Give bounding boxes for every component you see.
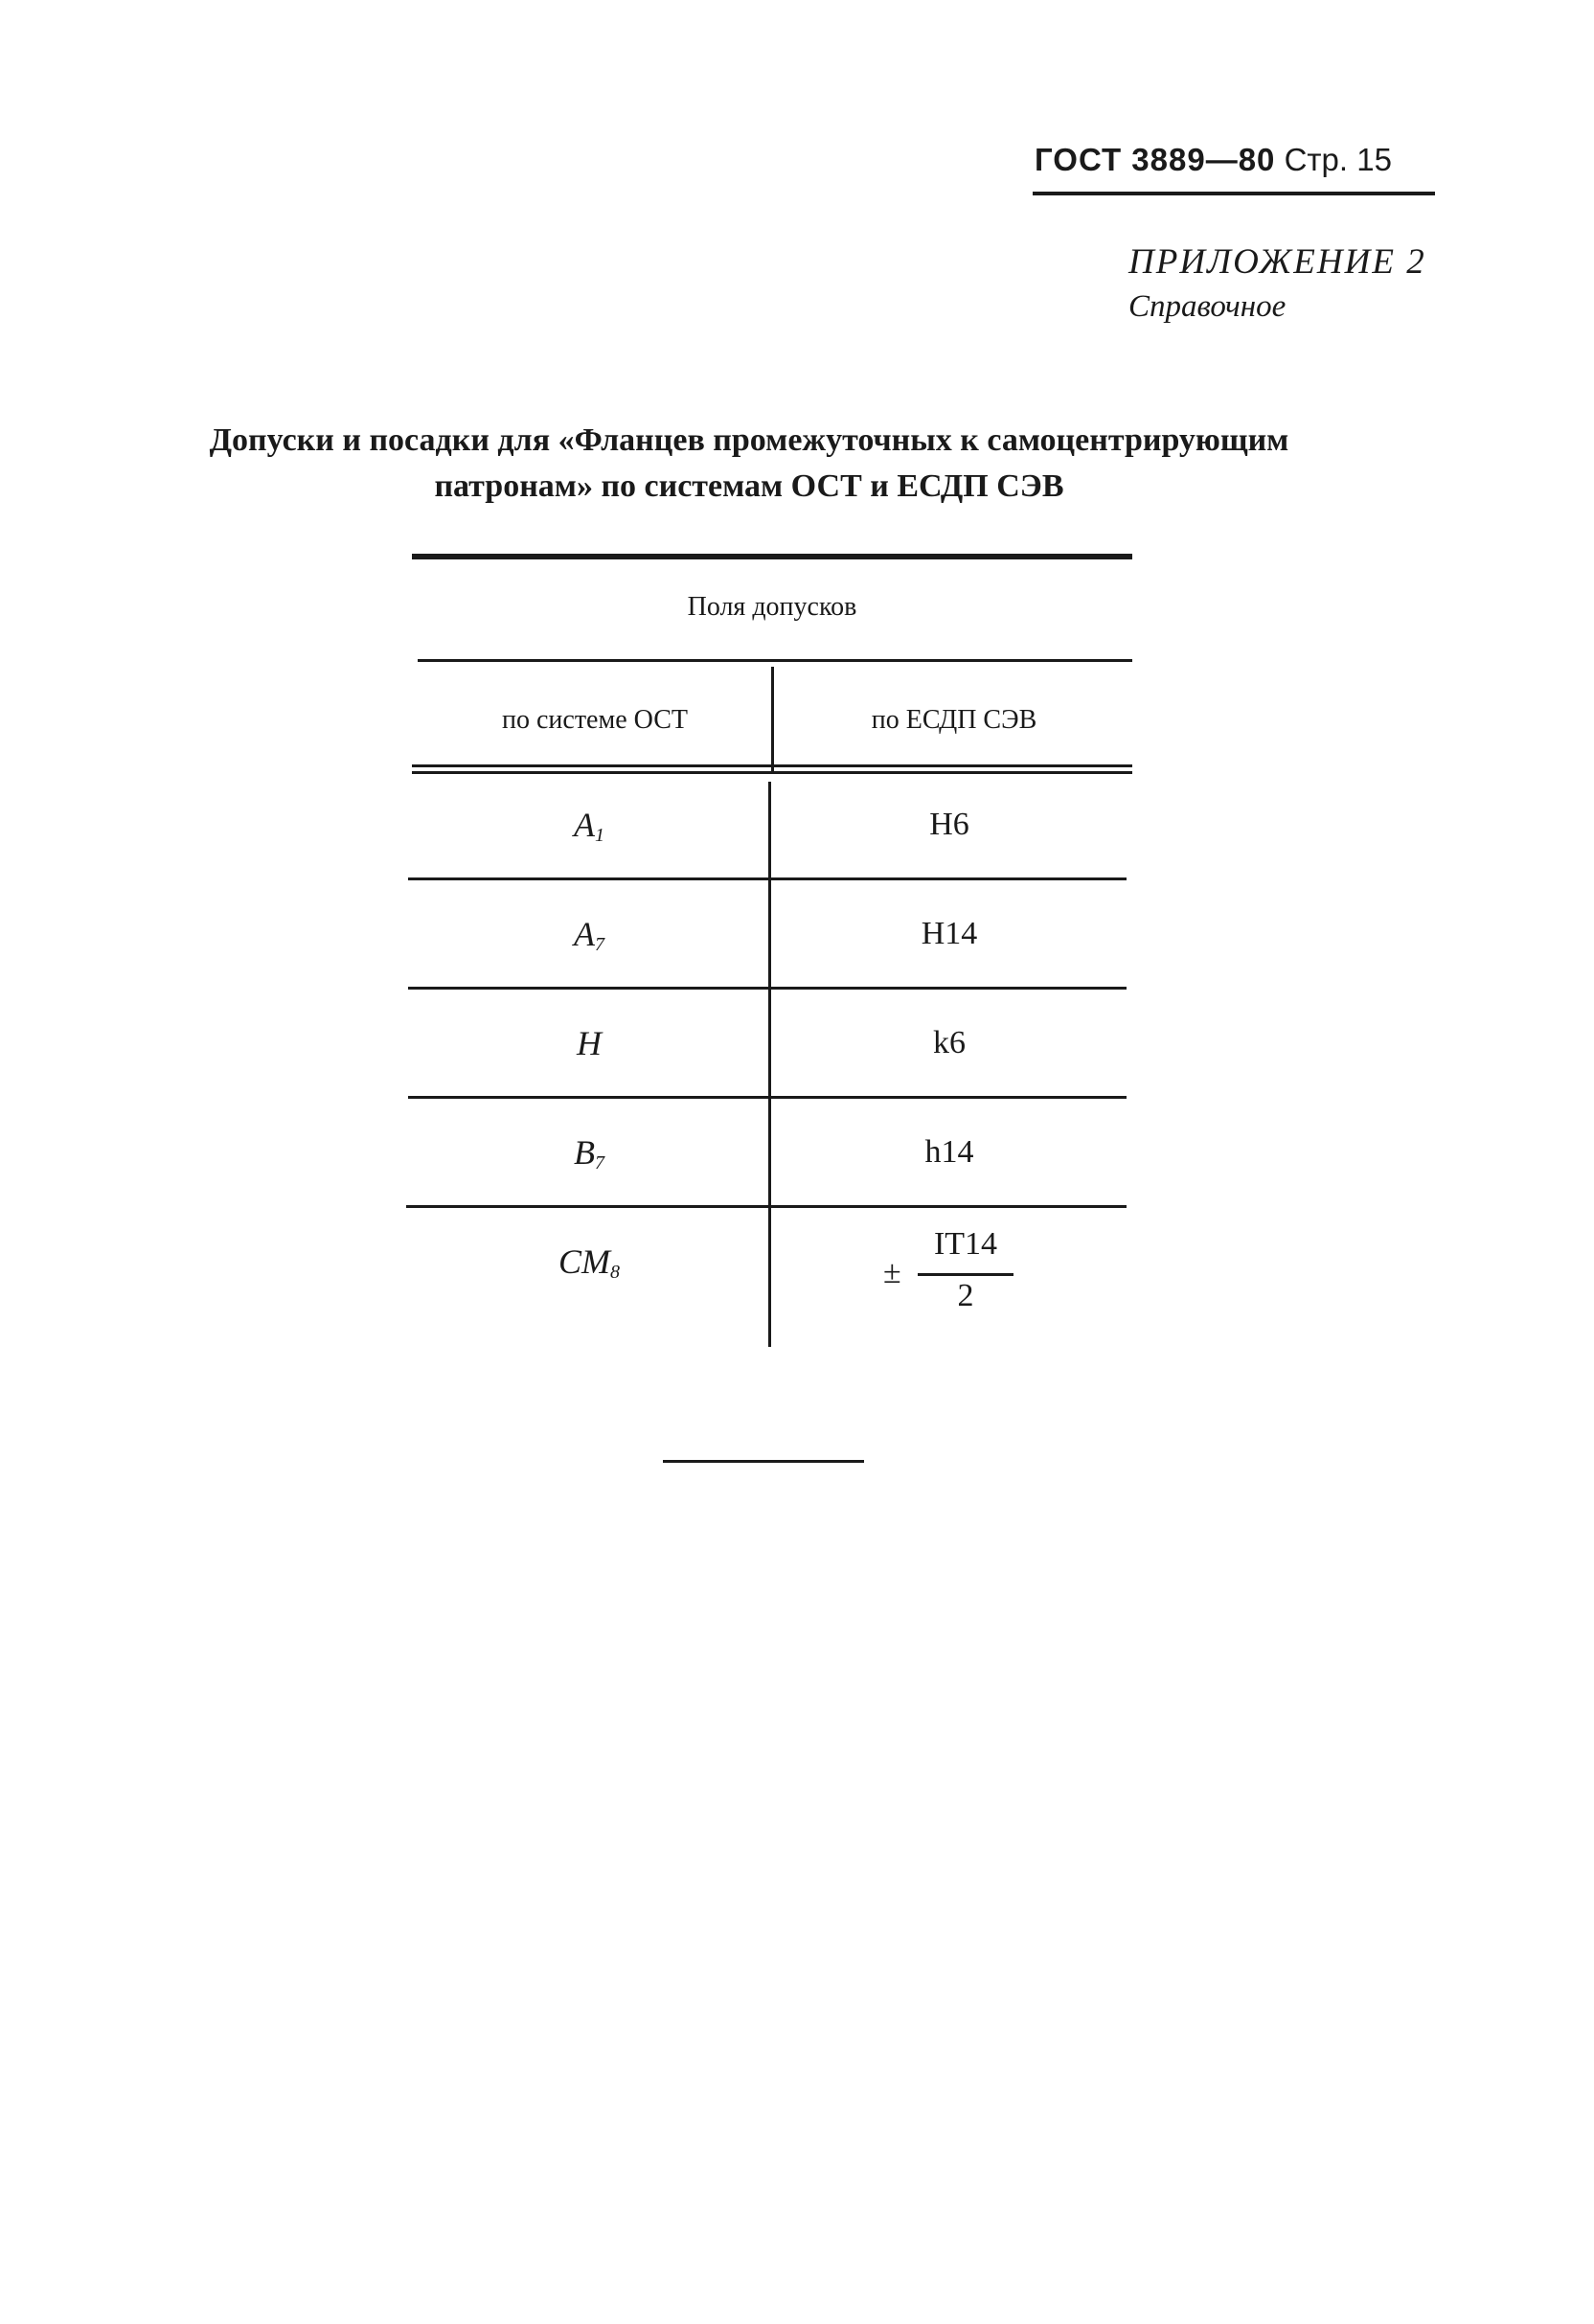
table-row-3-ost: H (577, 1024, 602, 1062)
table-row-4-ost: $B_7$ (574, 1133, 604, 1173)
row-rule-3 (408, 1096, 1127, 1099)
header-rule (1033, 192, 1435, 195)
row-rule-2 (408, 987, 1127, 990)
title-line-2: патронам» по системам ОСТ и ЕСДП СЭВ (434, 468, 1064, 504)
page-label: Стр. 15 (1284, 142, 1392, 177)
gost-number: ГОСТ 3889—80 (1035, 142, 1276, 177)
fraction-denominator: 2 (957, 1278, 974, 1313)
column-header-ost: по системе ОСТ (502, 705, 688, 735)
table-row-1-ost: $A_1$ (574, 806, 604, 846)
document-title (144, 418, 1355, 510)
table-row-5-esdp-fraction (874, 1226, 1027, 1322)
row-rule-4 (406, 1205, 1127, 1208)
plus-minus-sign: ± (883, 1255, 901, 1290)
table-row-2-esdp: H14 (921, 916, 978, 951)
column-header-esdp: по ЕСДП СЭВ (871, 705, 1037, 735)
table-row-2-ost: $A_7$ (574, 915, 604, 955)
table-group-header: Поля допусков (687, 592, 857, 622)
header-column-divider (771, 667, 774, 772)
fraction-bar (918, 1273, 1013, 1276)
table-row-3-esdp: k6 (933, 1025, 966, 1060)
appendix-label: ПРИЛОЖЕНИЕ 2 (1128, 242, 1426, 282)
fraction-numerator: IT14 (933, 1226, 998, 1262)
appendix-subtitle: Справочное (1128, 289, 1287, 324)
table-row-5-ost: $CM_8$ (558, 1242, 620, 1283)
body-column-divider (768, 782, 771, 1347)
running-head (1035, 142, 1392, 178)
table-header-rule (418, 659, 1132, 662)
title-line-1: Допуски и посадки для «Фланцев промежуточных к самоцентрирующим (209, 422, 1289, 458)
table-top-rule (412, 554, 1132, 559)
table-row-4-esdp: h14 (924, 1134, 974, 1170)
row-rule-1 (408, 877, 1127, 880)
table-row-1-esdp: H6 (929, 807, 969, 842)
end-of-section-rule (663, 1460, 864, 1463)
